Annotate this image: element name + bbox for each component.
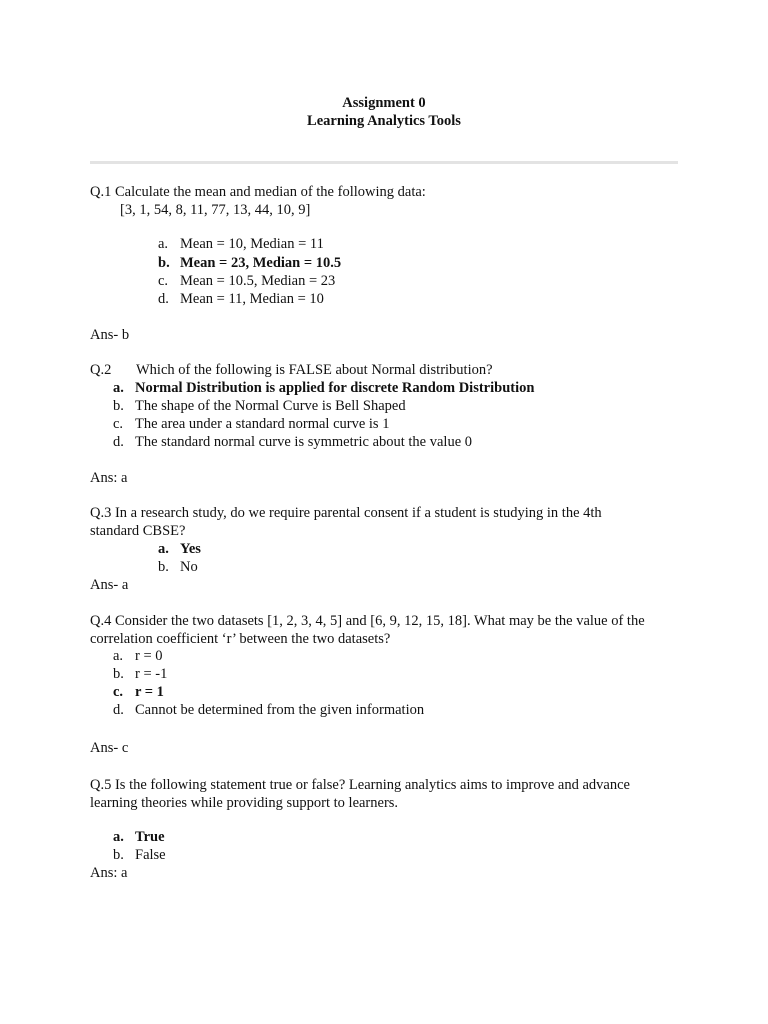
question-3-text-line-2: standard CBSE? (90, 523, 186, 539)
question-1-option-a (158, 235, 324, 253)
question-4-option-d (113, 701, 424, 719)
option-letter: a. (113, 380, 124, 396)
question-4-option-b (113, 665, 167, 683)
question-2-option-a (113, 379, 534, 397)
question-5-option-b (113, 846, 166, 864)
option-letter: c. (113, 684, 124, 700)
question-3-text-line-1: Q.3 In a research study, do we require parental consent if a student is studying in the 4th (90, 505, 602, 521)
option-letter: a. (158, 541, 169, 557)
question-2-option-c (113, 415, 389, 433)
question-5-option-a (113, 828, 165, 846)
question-2-option-b (113, 397, 406, 415)
question-1-text: Q.1 Calculate the mean and median of the following data: (90, 184, 426, 200)
question-4-option-c (113, 683, 164, 701)
header-divider (90, 161, 678, 164)
option-text: True (135, 829, 165, 845)
question-2-number: Q.2 (90, 362, 112, 378)
question-5-text-line-2: learning theories while providing support to learners. (90, 795, 399, 811)
question-1-data: [3, 1, 54, 8, 11, 77, 13, 44, 10, 9] (120, 202, 311, 218)
option-letter: a. (113, 648, 124, 664)
option-letter: d. (158, 291, 169, 307)
option-letter: b. (113, 847, 124, 863)
option-text: r = -1 (135, 666, 168, 682)
option-letter: d. (113, 434, 124, 450)
option-text: The standard normal curve is symmetric about the value 0 (135, 434, 473, 450)
option-text: False (135, 847, 166, 863)
question-2-prompt: Which of the following is FALSE about Normal distribution? (136, 362, 493, 378)
question-3-option-b (158, 558, 198, 576)
option-text: The shape of the Normal Curve is Bell Shaped (135, 398, 406, 414)
option-letter: a. (113, 829, 124, 845)
option-text: No (180, 559, 198, 575)
question-4-text-line-1: Q.4 Consider the two datasets [1, 2, 3, 4, 5] and [6, 9, 12, 15, 18]. What may be the value of the (90, 613, 645, 629)
question-1-option-d (158, 290, 324, 308)
question-4-answer: Ans- c (90, 740, 129, 756)
question-5-answer: Ans: a (90, 865, 128, 881)
question-2-text (90, 361, 493, 379)
document-subtitle: Learning Analytics Tools (307, 113, 461, 129)
option-text: Yes (180, 541, 201, 557)
option-letter: c. (158, 273, 169, 289)
option-text: Mean = 10.5, Median = 23 (180, 273, 336, 289)
question-2-option-d (113, 433, 472, 451)
option-letter: a. (158, 236, 169, 252)
option-letter: b. (113, 666, 124, 682)
option-letter: b. (113, 398, 124, 414)
question-1-option-c (158, 272, 335, 290)
document-title: Assignment 0 (342, 95, 426, 111)
option-text: Mean = 11, Median = 10 (180, 291, 324, 307)
option-text: Mean = 23, Median = 10.5 (180, 255, 342, 271)
question-3-answer: Ans- a (90, 577, 129, 593)
option-letter: d. (113, 702, 124, 718)
option-letter: b. (158, 255, 170, 271)
question-4-text-line-2: correlation coefficient ‘r’ between the two datasets? (90, 631, 391, 647)
question-4-option-a (113, 647, 163, 665)
question-3-option-a (158, 540, 201, 558)
option-text: The area under a standard normal curve is 1 (135, 416, 390, 432)
option-letter: c. (113, 416, 124, 432)
option-text: r = 1 (135, 684, 164, 700)
option-text: Cannot be determined from the given information (135, 702, 425, 718)
question-2-answer: Ans: a (90, 470, 128, 486)
question-1-option-b (158, 254, 341, 272)
option-text: r = 0 (135, 648, 163, 664)
question-5-text-line-1: Q.5 Is the following statement true or false? Learning analytics aims to improve and advance (90, 777, 630, 793)
option-letter: b. (158, 559, 169, 575)
question-1-answer: Ans- b (90, 327, 130, 343)
option-text: Normal Distribution is applied for discrete Random Distribution (135, 380, 535, 396)
option-text: Mean = 10, Median = 11 (180, 236, 324, 252)
